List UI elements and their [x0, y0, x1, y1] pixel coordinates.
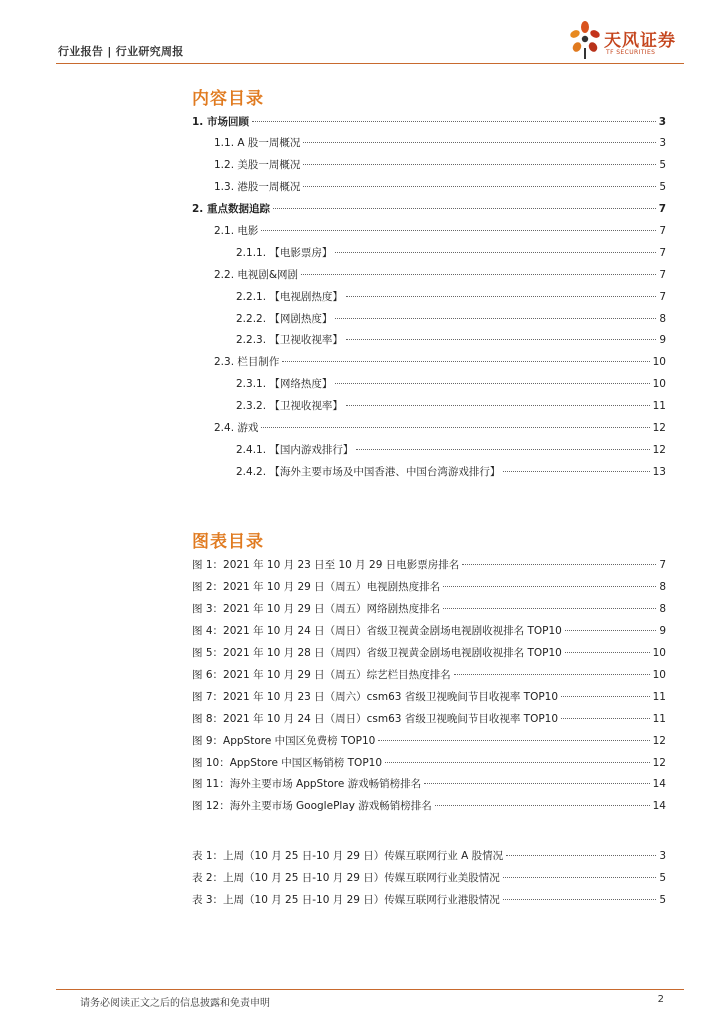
leader-dots: [273, 208, 656, 209]
figure-page: 7: [659, 559, 666, 571]
toc-page: 8: [659, 313, 666, 325]
toc-label: 2.3.2. 【卫视收视率】: [236, 400, 343, 412]
toc-label: 2.2.1. 【电视剧热度】: [236, 291, 343, 303]
table-label: 表 1：上周（10 月 25 日-10 月 29 日）传媒互联网行业 A 股情况: [192, 850, 504, 862]
figure-entry[interactable]: [192, 645, 666, 660]
leader-dots: [424, 783, 649, 784]
figure-label: 图 10：AppStore 中国区畅销榜 TOP10: [192, 757, 383, 769]
leader-dots: [503, 899, 657, 900]
figure-page: 10: [652, 647, 666, 659]
toc-page: 7: [658, 203, 666, 215]
figure-entry[interactable]: [192, 623, 666, 638]
toc-page: 11: [652, 400, 666, 412]
toc-entry[interactable]: [236, 311, 666, 326]
figure-label: 图 8：2021 年 10 月 24 日（周日）csm63 省级卫视晚间节目收视率 TOP10: [192, 713, 559, 725]
toc-page: 10: [652, 378, 666, 390]
toc-label: 1.2. 美股一周概况: [214, 159, 301, 171]
leader-dots: [252, 121, 656, 122]
figure-label: 图 3：2021 年 10 月 29 日（周五）网络剧热度排名: [192, 603, 441, 615]
toc-page: 12: [652, 444, 666, 456]
figure-entry[interactable]: [192, 557, 666, 572]
table-page: 5: [659, 872, 666, 884]
toc-entry[interactable]: [236, 289, 666, 304]
footer-disclaimer: 请务必阅读正文之后的信息披露和免责申明: [80, 998, 270, 1009]
figure-label: 图 6：2021 年 10 月 29 日（周五）综艺栏目热度排名: [192, 669, 451, 681]
toc-entry[interactable]: [236, 245, 666, 260]
toc-label: 2.4. 游戏: [214, 422, 259, 434]
figure-entry[interactable]: [192, 601, 666, 616]
table-page: 5: [659, 894, 666, 906]
toc-page: 9: [659, 334, 666, 346]
figure-entry[interactable]: [192, 733, 666, 748]
figure-page: 12: [652, 735, 666, 747]
figure-label: 图 12：海外主要市场 GooglePlay 游戏畅销榜排名: [192, 800, 432, 812]
leader-dots: [503, 877, 657, 878]
toc-label: 2.4.1. 【国内游戏排行】: [236, 444, 354, 456]
toc-page: 3: [658, 116, 666, 128]
toc-entry[interactable]: [236, 464, 666, 479]
figure-label: 图 5：2021 年 10 月 28 日（周四）省级卫视黄金剧场电视剧收视排名 TOP10: [192, 647, 562, 659]
leader-dots: [303, 164, 656, 165]
toc-page: 7: [659, 225, 666, 237]
toc-label: 2.2.2. 【网剧热度】: [236, 313, 333, 325]
leader-dots: [435, 805, 650, 806]
figure-label: 图 2：2021 年 10 月 29 日（周五）电视剧热度排名: [192, 581, 441, 593]
table-entry[interactable]: [192, 848, 666, 863]
toc-entry[interactable]: [236, 442, 666, 457]
figure-label: 图 11：海外主要市场 AppStore 游戏畅销榜排名: [192, 778, 422, 790]
leader-dots: [561, 718, 650, 719]
leader-dots: [335, 318, 656, 319]
leader-dots: [356, 449, 649, 450]
figure-label: 图 9：AppStore 中国区免费榜 TOP10: [192, 735, 376, 747]
figure-entry[interactable]: [192, 579, 666, 594]
header-divider: [56, 63, 684, 64]
figure-label: 图 1：2021 年 10 月 23 日至 10 月 29 日电影票房排名: [192, 559, 460, 571]
leader-dots: [346, 339, 656, 340]
figure-page: 14: [652, 800, 666, 812]
figure-entry[interactable]: [192, 776, 666, 791]
table-label: 表 2：上周（10 月 25 日-10 月 29 日）传媒互联网行业美股情况: [192, 872, 500, 884]
figure-entry[interactable]: [192, 711, 666, 726]
toc-page: 7: [659, 269, 666, 281]
leader-dots: [385, 762, 650, 763]
toc-entry[interactable]: [236, 376, 666, 391]
figure-page: 12: [652, 757, 666, 769]
table-entry[interactable]: [192, 892, 666, 907]
toc-label: 2.3. 栏目制作: [214, 356, 280, 368]
leader-dots: [335, 383, 649, 384]
toc-label: 2.1. 电影: [214, 225, 259, 237]
figure-entry[interactable]: [192, 798, 666, 813]
figure-entry[interactable]: [192, 755, 666, 770]
toc-label: 2. 重点数据追踪: [192, 203, 270, 215]
logo-name: 天风证券: [604, 31, 676, 51]
table-entry[interactable]: [192, 870, 666, 885]
toc-entry[interactable]: [236, 398, 666, 413]
toc-entry[interactable]: [214, 135, 666, 150]
leader-dots: [462, 564, 656, 565]
leader-dots: [346, 296, 656, 297]
toc-entry[interactable]: [214, 267, 666, 282]
toc-label: 2.2.3. 【卫视收视率】: [236, 334, 343, 346]
toc-entry[interactable]: [214, 354, 666, 369]
toc-label: 2.2. 电视剧&网剧: [214, 269, 299, 281]
flower-logo-icon: [568, 20, 602, 60]
table-label: 表 3：上周（10 月 25 日-10 月 29 日）传媒互联网行业港股情况: [192, 894, 500, 906]
figure-entry[interactable]: [192, 689, 666, 704]
logo-subtitle: TF SECURITIES: [606, 49, 656, 56]
toc-entry[interactable]: [192, 114, 666, 129]
leader-dots: [378, 740, 649, 741]
leader-dots: [303, 186, 656, 187]
leader-dots: [335, 252, 656, 253]
figure-page: 9: [659, 625, 666, 637]
figure-page: 14: [652, 778, 666, 790]
toc-label: 1.1. A 股一周概况: [214, 137, 301, 149]
toc-page: 5: [659, 181, 666, 193]
toc-page: 3: [659, 137, 666, 149]
leader-dots: [443, 586, 656, 587]
contents-title: 内容目录: [192, 89, 264, 109]
figures-title: 图表目录: [192, 532, 264, 552]
toc-entry[interactable]: [192, 201, 666, 216]
company-logo: [568, 20, 688, 62]
figure-entry[interactable]: [192, 667, 666, 682]
figure-page: 11: [652, 713, 666, 725]
leader-dots: [561, 696, 650, 697]
toc-page: 10: [652, 356, 666, 368]
toc-entry[interactable]: [236, 332, 666, 347]
leader-dots: [506, 855, 656, 856]
toc-label: 2.1.1. 【电影票房】: [236, 247, 333, 259]
toc-entry[interactable]: [214, 420, 666, 435]
leader-dots: [261, 230, 656, 231]
leader-dots: [454, 674, 650, 675]
footer-divider: [56, 989, 684, 990]
leader-dots: [565, 630, 656, 631]
figure-page: 10: [652, 669, 666, 681]
toc-page: 13: [652, 466, 666, 478]
leader-dots: [565, 652, 650, 653]
toc-label: 1. 市场回顾: [192, 116, 249, 128]
toc-entry[interactable]: [214, 157, 666, 172]
figure-page: 8: [659, 581, 666, 593]
toc-page: 5: [659, 159, 666, 171]
toc-page: 12: [652, 422, 666, 434]
leader-dots: [282, 361, 649, 362]
toc-entry[interactable]: [214, 223, 666, 238]
leader-dots: [503, 471, 649, 472]
toc-page: 7: [659, 247, 666, 259]
toc-label: 1.3. 港股一周概况: [214, 181, 301, 193]
leader-dots: [443, 608, 656, 609]
figure-page: 8: [659, 603, 666, 615]
figure-page: 11: [652, 691, 666, 703]
leader-dots: [301, 274, 656, 275]
leader-dots: [261, 427, 649, 428]
toc-label: 2.4.2. 【海外主要市场及中国香港、中国台湾游戏排行】: [236, 466, 501, 478]
toc-page: 7: [659, 291, 666, 303]
report-category: 行业报告 | 行业研究周报: [58, 45, 184, 58]
page-number: 2: [657, 994, 664, 1005]
toc-label: 2.3.1. 【网络热度】: [236, 378, 333, 390]
figure-label: 图 4：2021 年 10 月 24 日（周日）省级卫视黄金剧场电视剧收视排名 TOP10: [192, 625, 562, 637]
leader-dots: [346, 405, 650, 406]
leader-dots: [303, 142, 656, 143]
toc-entry[interactable]: [214, 179, 666, 194]
figure-label: 图 7：2021 年 10 月 23 日（周六）csm63 省级卫视晚间节目收视率 TOP10: [192, 691, 559, 703]
table-page: 3: [659, 850, 666, 862]
